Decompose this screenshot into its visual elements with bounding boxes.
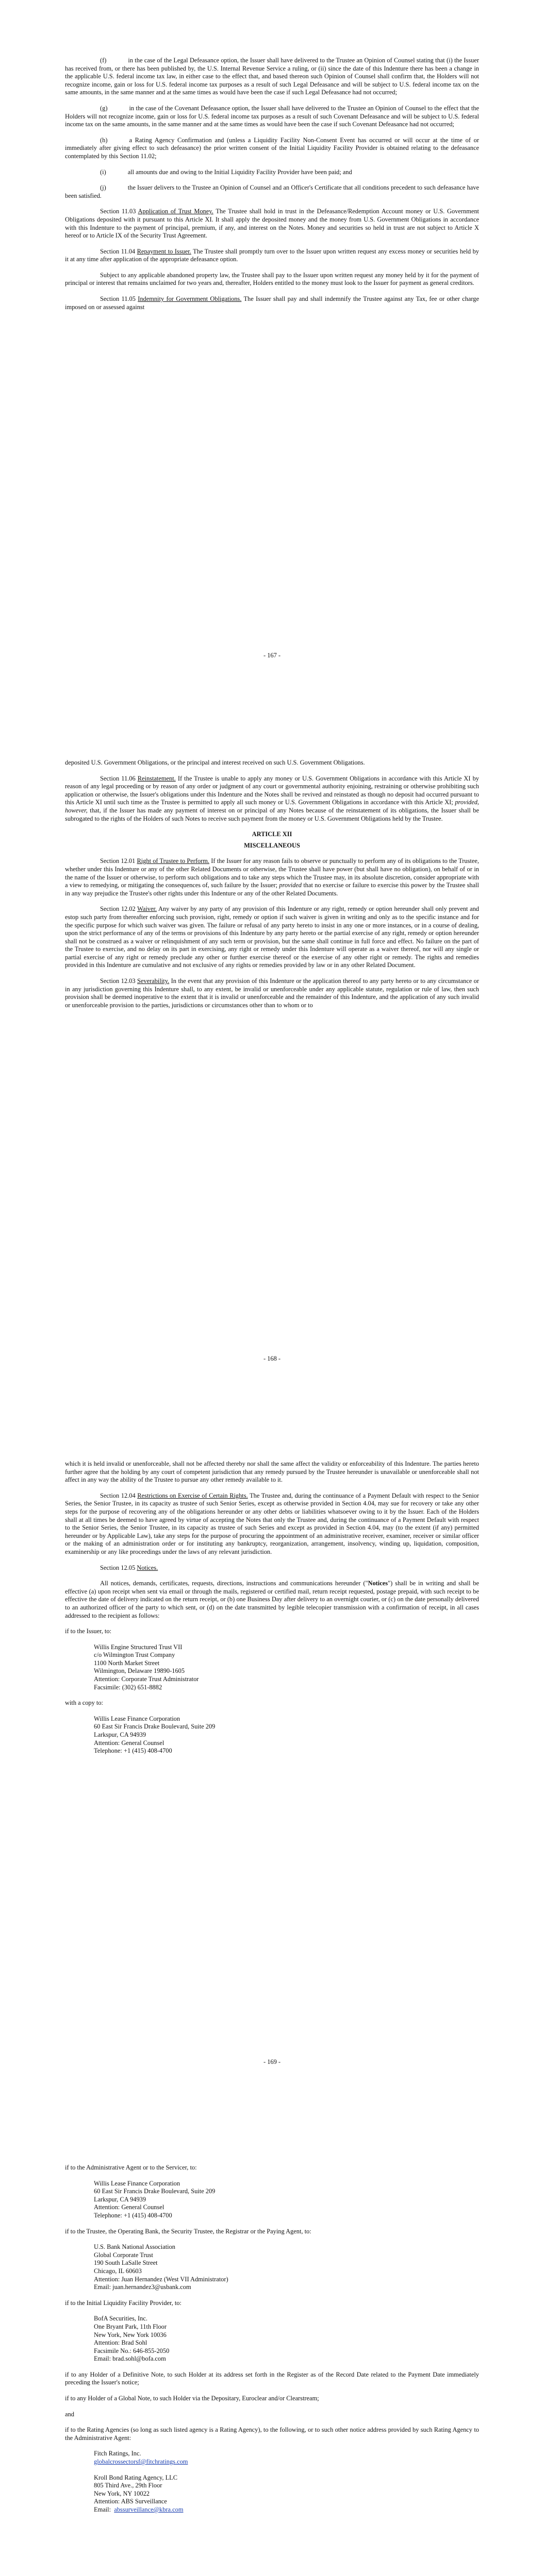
page-number: - 168 - (263, 1355, 281, 1362)
address-line: Willis Lease Finance Corporation (94, 2179, 180, 2187)
notices-paragraph: All notices, demands, certificates, requests, directions, instructions and communications hereunder ("Notices") shall be in writing and shall be effective (a) upon receipt when sent via email or through the mails, registered or certified mail, return receipt requested, postage prepaid, with such receipt to be effective the date of delivery indicated on the return receipt, or (b) one Business Day after delivery to an overnight courier, or (c) on the date personally delivered to an authorized officer of the party to which sent, or (d) on the date transmitted by legible telecopier transmission with a confirmation of receipt, in all cases addressed to the recipient as follows: (65, 1580, 479, 1619)
page-168 (0, 703, 544, 1406)
page-number: - 167 - (263, 652, 281, 659)
page-170-content (65, 2164, 479, 2522)
page-number: - 169 - (263, 2058, 281, 2065)
address-line: Email: brad.sohl@bofa.com (94, 2355, 166, 2363)
page-168-content (65, 759, 479, 1017)
to-issuer-label: if to the Issuer, to: (65, 1628, 112, 1635)
continuation-text: deposited U.S. Government Obligations, or the principal and interest received on such U.S. Government Obligations. (65, 759, 365, 766)
address-line: New York, NY 10022 (94, 2489, 150, 2497)
address-line: Telephone: +1 (415) 408-4700 (94, 2211, 172, 2219)
section-12-02: Section 12.02 Waiver. Any waiver by any party of any provision of this Indenture or any right, remedy or option hereunder shall only prevent and estop such party from thereafter enforcing such provision, right, remedy or option if such waiver is given in writing and only as to the specific instance and for the specific purpose for which such waiver was given. The failure or refusal of any party hereto to insist in any one or more instances, or in a course of dealing, upon the strict performance of any of the terms or provisions of this Indenture by any party hereto or the partial exercise of any right, remedy or option hereunder shall not be construed as a waiver or relinquishment of any such term or provision, but the same shall continue in full force and effect. No failure on the part of the Trustee to exercise, and no delay on its part in exercising, any right or remedy under this Indenture will operate as a waiver thereof, nor will any single or partial exercise of any right or remedy preclude any other or further exercise thereof or the exercise of any other right or remedy. The rights and remedies provided in this Indenture are cumulative and not exclusive of any rights or remedies provided by law or in any other Related Document. (65, 905, 480, 969)
article-title: MISCELLANEOUS (244, 841, 300, 849)
clause-j: (j) the Issuer delivers to the Trustee an Opinion of Counsel and an Officer's Certificate that all conditions precedent to such defeasance have been satisfied. (65, 184, 479, 199)
kroll-address (94, 2474, 479, 2514)
clause-f: (f) in the case of the Legal Defeasance option, the Issuer shall have delivered to the Trustee an Opinion of Counsel stating that (i) the Issuer has received from, or there has been published by, the U.S. Internal Revenue Service a ruling, or (ii) since the date of this Indenture there has been a change in the applicable U.S. federal income tax law, in either case to the effect that, and based thereon such Opinion of Counsel shall confirm that, the Holders will not recognize income, gain or loss for U.S. federal income tax purposes as a result of such Legal Defeasance and will be subject to U.S. federal income tax on the same amounts, in the same manner and at the same times as would have been the case if such Legal Defeasance had not occurred; (65, 57, 479, 96)
continuation-text: which it is held invalid or unenforceable, shall not be affected thereby nor shall the same affect the validity or enforceability of this Indenture. The parties hereto further agree that the holding by any court of competent jurisdiction that any remedy pursued by the Trustee hereunder is unavailable or unenforceable shall not affect in any way the ability of the Trustee to pursue any other remedy available to it. (65, 1460, 479, 1484)
address-line: Willis Engine Structured Trust VII (94, 1643, 183, 1651)
holder-global-text: if to any Holder of a Global Note, to such Holder via the Depositary, Euroclear and/or Clearstream; (65, 2395, 319, 2402)
address-line: c/o Wilmington Trust Company (94, 1651, 175, 1659)
address-line: Attention: General Counsel (94, 1739, 164, 1747)
issuer-address (94, 1643, 479, 1692)
to-admin-label: if to the Administrative Agent or to the Servicer, to: (65, 2164, 197, 2171)
page-170 (0, 2110, 544, 2576)
clause-i: (i) all amounts due and owing to the Initial Liquidity Facility Provider have been paid; and (100, 168, 352, 176)
address-line: 190 South LaSalle Street (94, 2259, 158, 2267)
to-rating-label: if to the Rating Agencies (so long as such listed agency is a Rating Agency), to the following, or to such other notice address provided by such Rating Agency to the Administrative Agent: (65, 2426, 479, 2442)
fitch-email-link[interactable]: globalcrossectorsf@fitchratings.com (94, 2458, 188, 2466)
kroll-email-link[interactable]: abssurveillance@kbra.com (114, 2506, 184, 2513)
address-line: U.S. Bank National Association (94, 2243, 175, 2251)
address-line: Chicago, IL 60603 (94, 2267, 142, 2275)
address-line: Larkspur, CA 94939 (94, 2195, 146, 2203)
address-line: 1100 North Market Street (94, 1659, 160, 1667)
section-11-06: Section 11.06 Reinstatement. If the Trustee is unable to apply any money or U.S. Government Obligations in accordance with this Article XI by reason of any legal proceeding or by reason of any order or judgment of any court or governmental authority enjoining, restraining or otherwise prohibiting such application or otherwise, the Issuer's obligations under this Indenture and the Notes shall be revived and reinstated as though no deposit had occurred pursuant to this Article XI until such time as the Trustee is permitted to apply all such money or U.S. Government Obligations in accordance with this Article XI; provided, however, that, if the Issuer has made any payment of interest on or principal of any Notes because of the reinstatement of its obligations, the Issuer shall be subrogated to the rights of the Holders of such Notes to receive such payment from the money or U.S. Government Obligations held by the Trustee. (65, 774, 479, 822)
address-line: Wilmington, Delaware 19890-1605 (94, 1667, 185, 1675)
copy-to-label: with a copy to: (65, 1699, 103, 1707)
address-line: Fitch Ratings, Inc. (94, 2450, 141, 2458)
clause-g: (g) in the case of the Covenant Defeasance option, the Issuer shall have delivered to the Trustee an Opinion of Counsel to the effect that the Holders will not recognize income, gain or loss for U.S. federal income tax purposes as a result of such Covenant Defeasance and will be subject to U.S. federal income tax on the same amounts, in the same manner and at the same times as would have been the case if such Covenant Defeasance had not occurred; (65, 104, 479, 128)
address-line: Email: juan.hernandez3@usbank.com (94, 2283, 191, 2291)
address-line: Attention: Juan Hernandez (West VII Administrator) (94, 2275, 228, 2283)
address-line: New York, New York 10036 (94, 2331, 167, 2338)
address-line: 60 East Sir Francis Drake Boulevard, Suite 209 (94, 1723, 216, 1731)
address-line: Attention: Corporate Trust Administrator (94, 1675, 199, 1683)
address-line: BofA Securities, Inc. (94, 2315, 147, 2323)
section-12-01: Section 12.01 Right of Trustee to Perform. If the Issuer for any reason fails to observe or punctually to perform any of its obligations to the Trustee, whether under this Indenture or any of the other Related Documents or otherwise, the Trustee shall have power (but shall have no obligation), on behalf of or in the name of the Issuer or otherwise, to perform such obligations and to take any steps which the Trustee may, in its absolute discretion, consider appropriate with a view to remedying, or mitigating the consequences of, such failure by the Issuer; provided that no exercise or failure to exercise this power by the Trustee shall in any way prejudice the Trustee's other rights under this Indenture or any of the other Related Documents. (65, 857, 479, 897)
section-11-04: Section 11.04 Repayment to Issuer. The Trustee shall promptly turn over to the Issuer upon written request any excess money or securities held by it at any time after application of the appropriate defeasance option. (65, 247, 479, 263)
and-text: and (65, 2410, 74, 2418)
clause-h: (h) a Rating Agency Confirmation and (unless a Liquidity Facility Non-Consent Event has occurred or will occur at the time of or immediately after giving effect to such defeasance) the prior written consent of the Initial Liquidity Facility Provider is obtained relating to the defeasance contemplated by this Section 11.02; (65, 136, 479, 160)
section-12-05-heading: Section 12.05 Notices. (100, 1564, 158, 1571)
address-line: Kroll Bond Rating Agency, LLC (94, 2473, 177, 2481)
page-167-content (65, 57, 479, 319)
address-line: Facsimile: (302) 651-8882 (94, 1683, 162, 1691)
address-line: Attention: ABS Surveillance (94, 2498, 167, 2505)
address-line: 805 Third Ave., 29th Floor (94, 2482, 162, 2489)
admin-address (94, 2180, 479, 2220)
address-line: One Bryant Park, 11th Floor (94, 2323, 167, 2330)
page-167 (0, 0, 544, 703)
section-11-04-p2: Subject to any applicable abandoned property law, the Trustee shall pay to the Issuer upon written request any money held by it for the payment of principal or interest that remains unclaimed for two years and, thereafter, Holders entitled to the money must look to the Issuer for payment as general creditors. (65, 271, 479, 287)
email-label: Email: (94, 2506, 114, 2513)
address-line: Global Corporate Trust (94, 2251, 153, 2259)
trustee-address (94, 2243, 479, 2292)
address-line: Willis Lease Finance Corporation (94, 1715, 180, 1722)
section-11-03: Section 11.03 Application of Trust Money. The Trustee shall hold in trust in the Defeasance/Redemption Account money or U.S. Government Obligations deposited with it pursuant to this Article XI. It shall apply the deposited money and the money from U.S. Government Obligations in accordance with this Indenture to the payment of principal, premium, if any, and interest on the Notes. Money and securities so held in trust are not subject to Article X hereof or to Article IX of the Security Trust Agreement. (65, 208, 479, 240)
address-line: Facsimile No.: 646-855-2050 (94, 2347, 170, 2354)
address-line: Attention: General Counsel (94, 2204, 164, 2211)
copy-address (94, 1715, 479, 1755)
holder-definitive-text: if to any Holder of a Definitive Note, to such Holder at its address set forth in the Register as of the Record Date related to the Payment Date immediately preceding the Issuer's notice; (65, 2370, 479, 2386)
section-12-04: Section 12.04 Restrictions on Exercise of Certain Rights. The Trustee and, during the continuance of a Payment Default with respect to the Senior Series, the Senior Trustee, in its capacity as trustee of such Senior Series, except as otherwise provided in Section 4.04, may sue for recovery or take any other steps for the purpose of recovering any of the obligations hereunder or any other debts or liabilities whatsoever owing to it by the Issuer. Each of the Holders shall at all times be deemed to have agreed by virtue of accepting the Notes that only the Trustee and, during the continuance of a Payment Default with respect to the Senior Series, the Senior Trustee, in its capacity as trustee of such Series and except as provided in Section 4.04, may (to the extent (if any) permitted hereunder or by Applicable Law), take any steps for the purpose of procuring the appointment of an administrative receiver, examiner, receiver or similar officer or the making of an administration order or for instituting any bankruptcy, reorganization, arrangement, insolvency, winding up, liquidation, composition, examinership or any like proceedings under the laws of any relevant jurisdiction. (65, 1492, 479, 1555)
address-line: Larkspur, CA 94939 (94, 1731, 146, 1739)
page-169 (0, 1406, 544, 2110)
article-heading: ARTICLE XII (252, 831, 292, 838)
address-line: Telephone: +1 (415) 408-4700 (94, 1747, 172, 1755)
to-trustee-label: if to the Trustee, the Operating Bank, the Security Trustee, the Registrar or the Paying Agent, to: (65, 2227, 311, 2235)
page-169-content (65, 1460, 479, 1763)
to-liquidity-label: if to the Initial Liquidity Facility Provider, to: (65, 2299, 182, 2307)
address-line: Attention: Brad Sohl (94, 2339, 147, 2347)
liquidity-address (94, 2315, 479, 2363)
section-12-03: Section 12.03 Severability. In the event that any provision of this Indenture or the application thereof to any party hereto or to any circumstance or in any jurisdiction governing this Indenture shall, to any extent, be invalid or unenforceable under any applicable statute, regulation or rule of law, then such provision shall be deemed inoperative to the extent that it is invalid or unenforceable and the remainder of this Indenture, and the application of any such invalid or unenforceable provision to the parties, jurisdictions or circumstances other than to whom or to (65, 977, 479, 1009)
fitch-address (94, 2450, 479, 2466)
section-11-05: Section 11.05 Indemnity for Government Obligations. The Issuer shall pay and shall indemnify the Trustee against any Tax, fee or other charge imposed on or assessed against (65, 295, 479, 311)
address-line: 60 East Sir Francis Drake Boulevard, Suite 209 (94, 2188, 216, 2195)
